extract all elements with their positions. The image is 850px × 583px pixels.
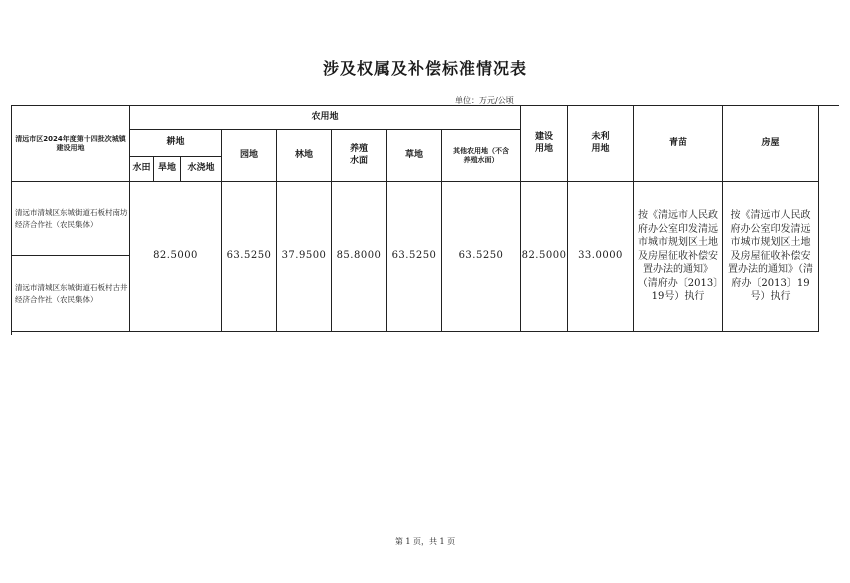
header-dry-land: 旱地 <box>154 157 181 182</box>
header-grassland: 草地 <box>387 130 442 182</box>
note-young-crops: 按《清远市人民政府办公室印发清远市城市规划区土地及房屋征收补偿安置办法的通知》（清府办〔2013〕19号）执行 <box>634 182 723 332</box>
header-aquaculture-water: 养殖 水面 <box>332 130 387 182</box>
value-grassland: 63.5250 <box>387 182 442 332</box>
header-forest-land: 林地 <box>277 130 332 182</box>
header-agricultural-land: 农用地 <box>130 106 521 130</box>
header-houses: 房屋 <box>723 106 819 182</box>
header-paddy-field: 水田 <box>130 157 154 182</box>
value-forest-land: 37.9500 <box>277 182 332 332</box>
value-unused-land: 33.0000 <box>568 182 634 332</box>
value-other-agricultural-land: 63.5250 <box>442 182 521 332</box>
unit-label: 单位：万元/公顷 <box>455 96 514 105</box>
page-footer: 第 1 页，共 1 页 <box>394 537 456 546</box>
compensation-table <box>11 105 839 335</box>
header-land-use: 清远市区2024年度第十四批次城镇建设用地 <box>12 106 130 182</box>
header-irrigated-land: 水浇地 <box>181 157 222 182</box>
header-cultivated-land: 耕地 <box>130 130 222 157</box>
document-title: 涉及权属及补偿标准情况表 <box>322 59 527 78</box>
header-garden-land: 园地 <box>222 130 277 182</box>
value-garden-land: 63.5250 <box>222 182 277 332</box>
row-name-nanfang: 清远市清城区东城街道石板村南坊经济合作社（农民集体） <box>12 182 130 256</box>
header-construction-land: 建设 用地 <box>521 106 568 182</box>
header-other-agricultural-land: 其他农用地（不含 养殖水面） <box>442 130 521 182</box>
value-construction-land: 82.5000 <box>521 182 568 332</box>
value-aquaculture-water: 85.8000 <box>332 182 387 332</box>
value-cultivated-land: 82.5000 <box>130 182 222 332</box>
row-name-gujing: 清远市清城区东城街道石板村古井经济合作社（农民集体） <box>12 256 130 332</box>
note-houses: 按《清远市人民政府办公室印发清远市城市规划区土地及房屋征收补偿安置办法的通知》（清府办〔2013〕19号）执行 <box>723 182 819 332</box>
header-unused-land: 未利 用地 <box>568 106 634 182</box>
header-young-crops: 青苗 <box>634 106 723 182</box>
